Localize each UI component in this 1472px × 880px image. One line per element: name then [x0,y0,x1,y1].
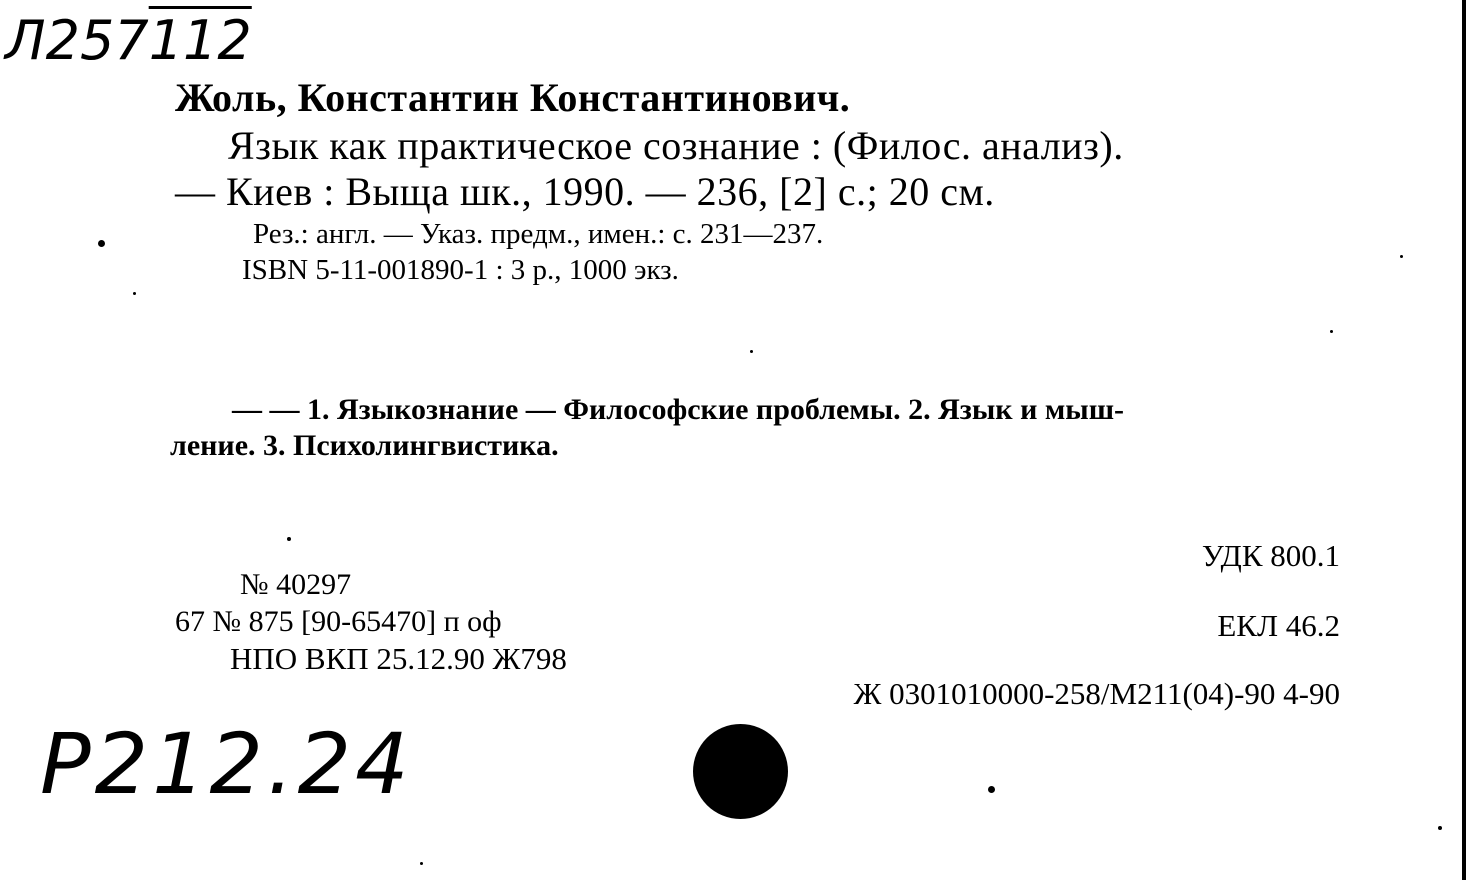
ekl-code: ЕКЛ 46.2 [1217,608,1340,643]
speck [133,292,136,295]
record-number: № 40297 [240,568,352,601]
udk-code: УДК 800.1 [1201,538,1340,573]
publication-code: Ж 0301010000-258/М211(04)-90 4-90 [853,676,1340,711]
subject-tracings-line-2: ление. 3. Психолингвистика. [170,429,559,462]
order-number: 67 № 875 [90-65470] п оф [175,605,502,638]
shelf-mark-fraction: 112 [148,9,252,72]
speck [1330,330,1333,333]
card-edge [1462,0,1466,880]
speck [98,240,105,247]
notes: Рез.: англ. — Указ. предм., имен.: с. 231—237. [253,218,824,250]
handwritten-classification-mark: Р212.24 [40,715,413,813]
shelf-mark-prefix: Л257 [5,9,149,72]
speck [1438,826,1442,830]
title-statement: Язык как практическое сознание : (Филос. анализ). [228,123,1124,168]
subject-tracings-line-1: — — 1. Языкознание — Философские проблемы. 2. Язык и мыш- [232,393,1125,426]
speck [988,786,995,793]
speck [287,537,291,541]
handwritten-shelf-mark [5,9,252,72]
imprint-statement: — Киев : Выща шк., 1990. — 236, [2] с.; 20 см. [175,169,995,214]
publisher-record: НПО ВКП 25.12.90 Ж798 [230,641,567,676]
author-heading: Жоль, Константин Константинович. [175,75,851,120]
isbn-price: ISBN 5-11-001890-1 : 3 р., 1000 экз. [242,254,679,286]
punch-hole [693,724,788,819]
speck [1400,255,1403,258]
speck [420,862,423,865]
speck [750,350,753,353]
